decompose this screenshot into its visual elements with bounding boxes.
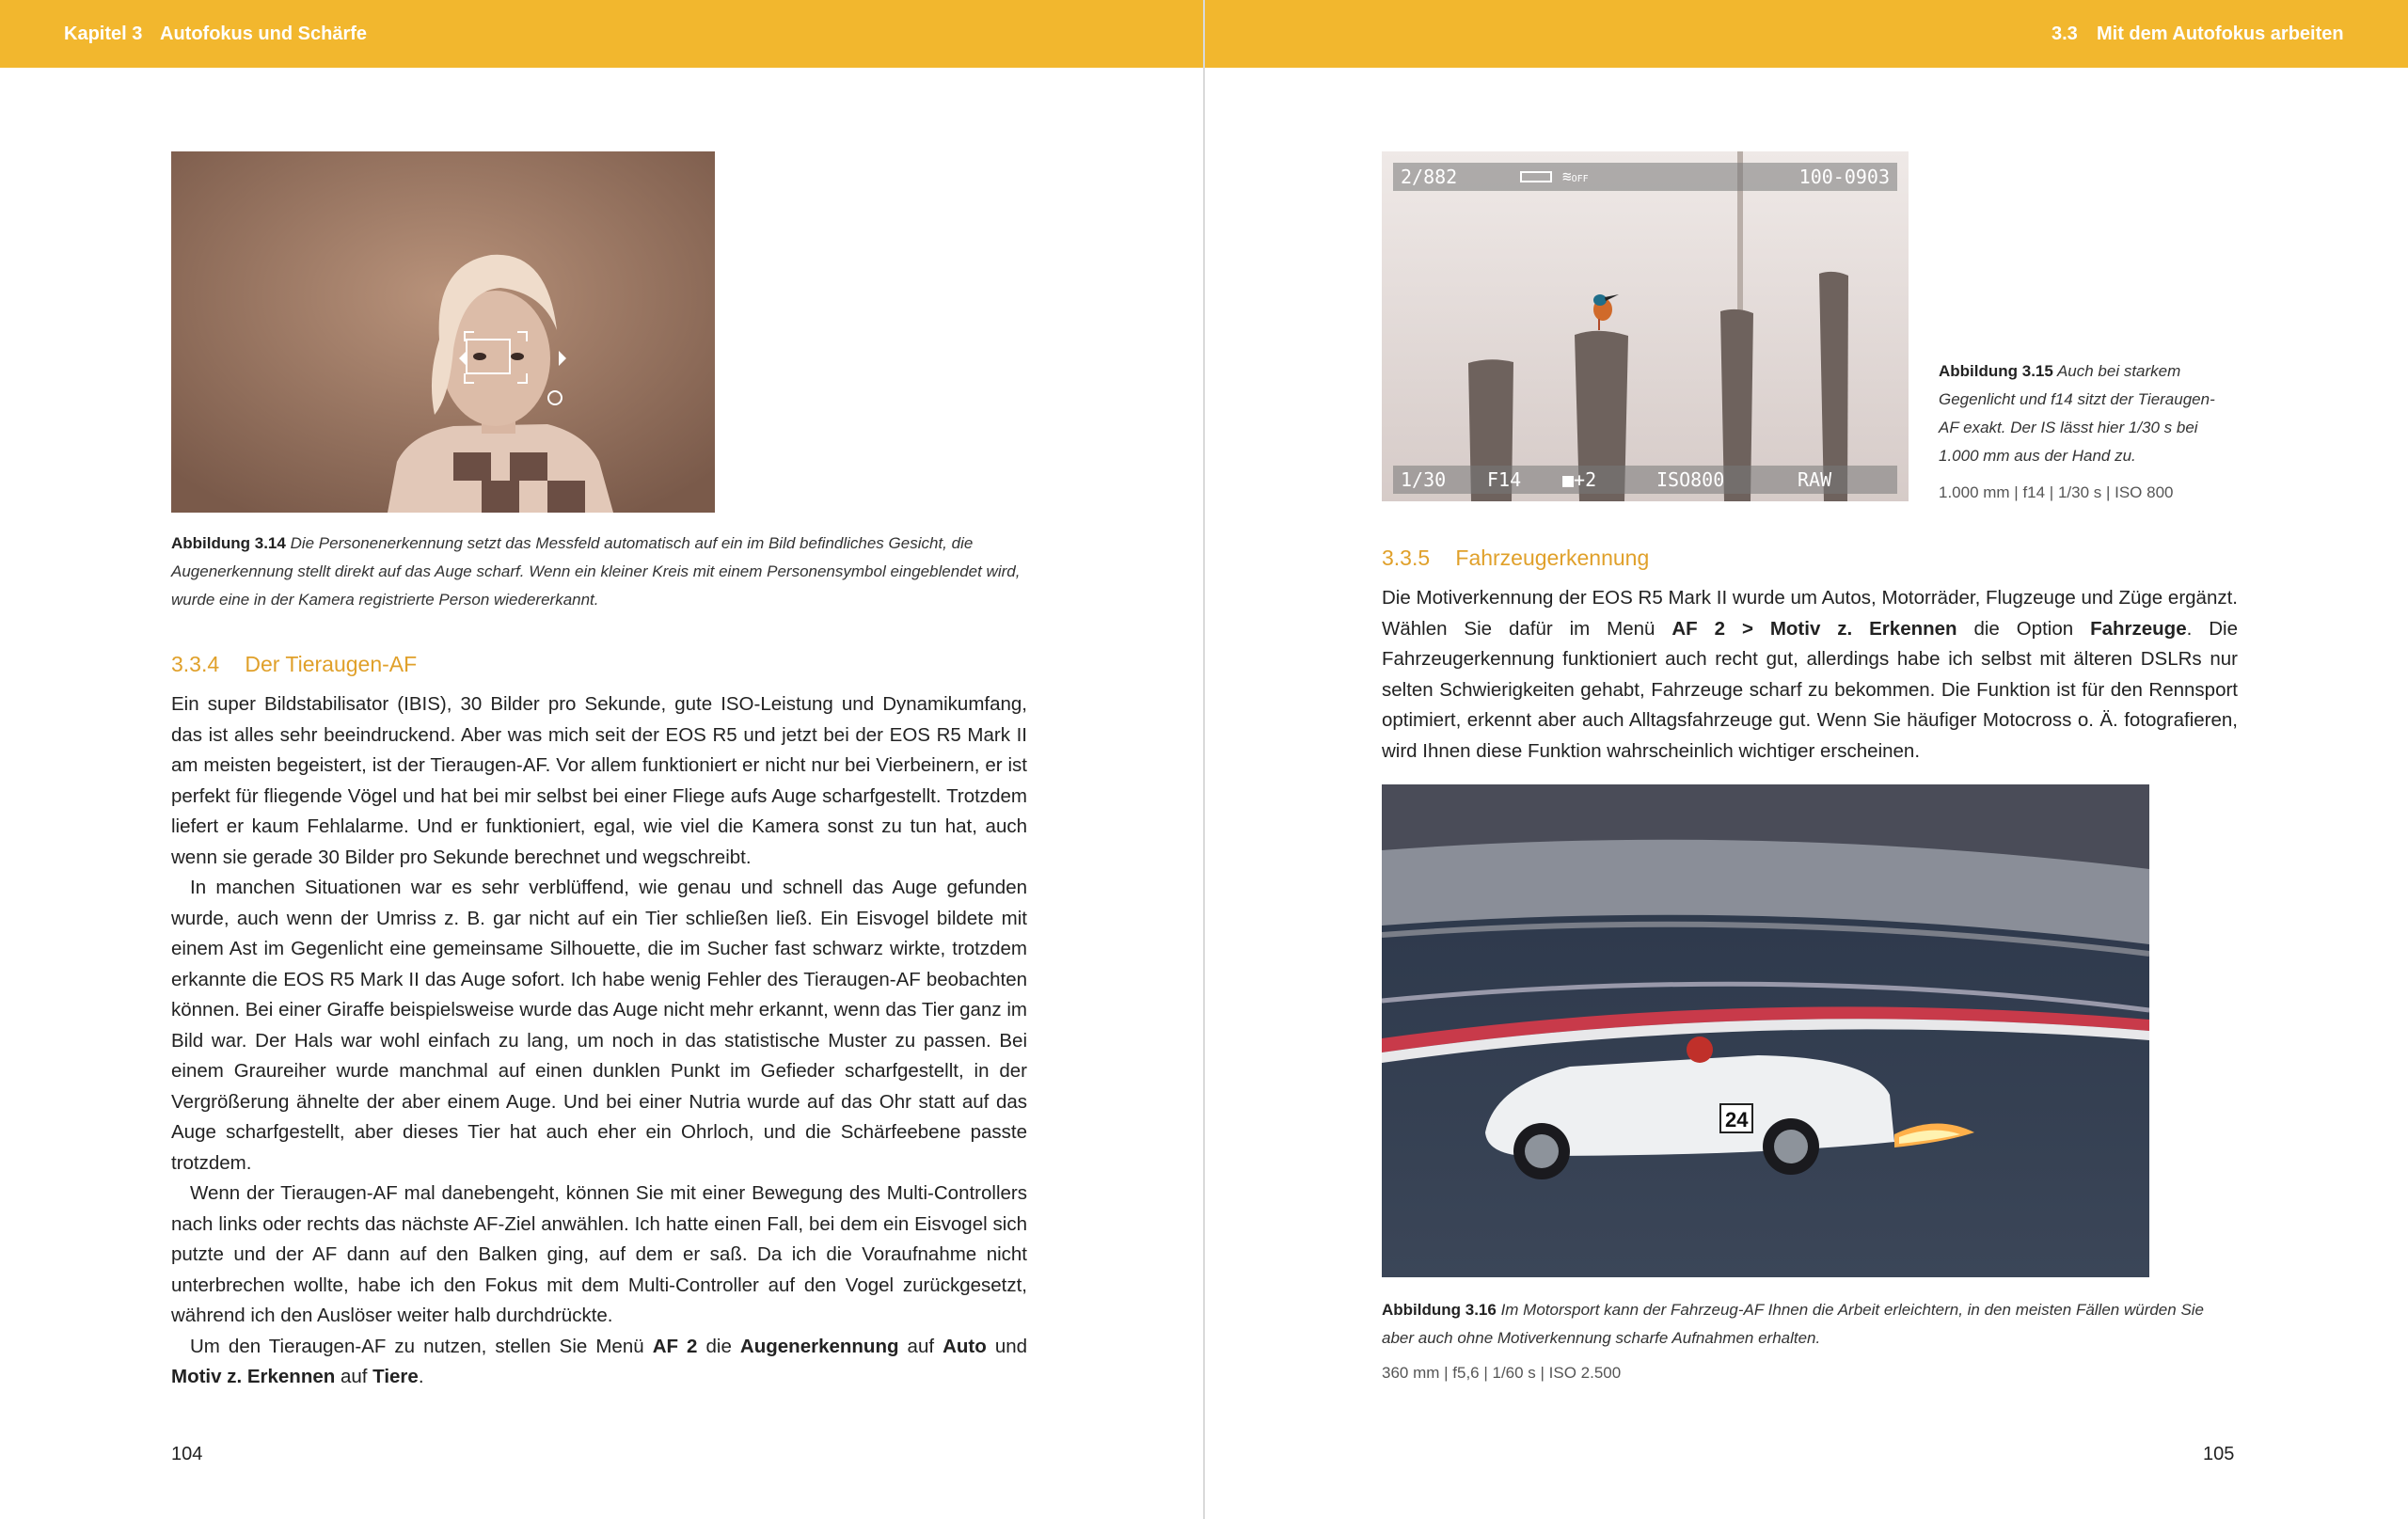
figure-3-16-exif: 360 mm | f5,6 | 1/60 s | ISO 2.500 — [1382, 1364, 1622, 1382]
text-run: auf — [335, 1366, 373, 1387]
figure-portrait-photo — [171, 151, 715, 513]
figure-3-15-exif: 1.000 mm | f14 | 1/30 s | ISO 800 — [1939, 483, 2174, 501]
text-run: die Option — [1956, 617, 2091, 640]
exposure-comp-value: +2 — [1574, 468, 1597, 491]
menu-ref: AF 2 > Motiv z. Erkennen — [1671, 617, 1957, 640]
text-run: Um den Tieraugen-AF zu nutzen, stellen Sie Menü — [190, 1335, 653, 1357]
body-text — [1382, 583, 2238, 767]
figure-label: Abbildung 3.14 — [171, 534, 286, 552]
format-raw: RAW — [1798, 468, 1832, 491]
iso-value: ISO800 — [1656, 468, 1725, 491]
menu-ref: Motiv z. Erkennen — [171, 1366, 336, 1387]
menu-ref: Tiere — [372, 1366, 419, 1387]
section-title: Fahrzeugerkennung — [1455, 546, 1650, 570]
text-run: auf — [898, 1335, 943, 1357]
race-car-photo-image — [1382, 784, 2149, 1277]
section-heading — [171, 652, 417, 677]
caption-text: Auch bei starkem Gegenlicht und f14 sitzt der Tieraugen-AF exakt. Der IS lässt hier 1/30 s bei 1.000 mm aus der Hand zu. — [1939, 362, 2215, 465]
menu-ref: Auto — [943, 1335, 987, 1357]
aperture: F14 — [1487, 468, 1522, 491]
page-number: 104 — [171, 1444, 203, 1464]
figure-3-15-caption — [1939, 357, 2235, 470]
wifi-icon: ≋OFF — [1562, 167, 1589, 185]
menu-ref: Fahrzeuge — [2090, 617, 2187, 640]
section-heading — [1382, 546, 1649, 571]
text-run: Die Motiverkennung der EOS R5 Mark II wurde um Autos, Motorräder, Flugzeuge und Züge ergänzt. Wählen Sie dafür im Menü — [1382, 587, 2238, 640]
section-header — [1205, 0, 2408, 68]
iso-number: 800 — [1690, 468, 1725, 491]
figure-label: Abbildung 3.15 — [1939, 362, 2053, 380]
page-number: 105 — [2203, 1444, 2235, 1464]
text-run: . — [418, 1366, 424, 1387]
paragraph — [171, 1332, 1027, 1393]
battery-icon — [1520, 171, 1552, 182]
text-run: und — [986, 1335, 1028, 1357]
header-section-title: Mit dem Autofokus arbeiten — [2097, 24, 2344, 44]
chapter-title: Autofokus und Schärfe — [160, 24, 368, 44]
car-number: 24 — [1725, 1108, 1749, 1131]
menu-ref: AF 2 — [652, 1335, 698, 1357]
paragraph: Ein super Bildstabilisator (IBIS), 30 Bilder pro Sekunde, gute ISO-Leistung und Dynamikumfang, das ist alles sehr beeindruckend. Aber was mich seit der EOS R5 und jetzt bei der EOS R5 Mark II am meisten begeistert, ist der Tieraugen-AF. Vor allem funktioniert er nicht nur bei Vierbeinern, er ist perfekt für fliegende Vögel und hat bei mir selbst bei einer Fliege aufs Auge scharfgestellt. Trotzdem liefert er kaum Fehlalarme. Und er funktioniert, egal, wie viel die Kamera sonst zu tun hat, auch wenn sie gerade 30 Bilder pro Sekunde berechnet und wegschreibt. — [171, 693, 1027, 868]
caption-text: Im Motorsport kann der Fahrzeug-AF Ihnen die Arbeit erleichtern, in den meisten Fällen würden Sie aber auch ohne Motiverkennung scharfe Aufnahmen erhalten. — [1382, 1301, 2205, 1347]
kingfisher-photo-image — [1382, 151, 1909, 501]
chapter-number: Kapitel 3 — [64, 24, 143, 44]
right-page — [1205, 0, 2408, 1519]
exposure-comp-icon: ■+2 — [1562, 468, 1597, 491]
text-run: die — [697, 1335, 740, 1357]
paragraph: Wenn der Tieraugen-AF mal danebengeht, können Sie mit einer Bewegung des Multi-Controllers nach links oder rechts das nächste AF-Ziel anwählen. Ich hatte einen Fall, bei dem ein Eisvogel sich putzte und der AF dann auf den Balken ging, auf dem er saß. Da ich die Voraufnahme nicht unterbrechen wollte, habe ich den Fokus mit dem Multi-Controller auf den Vogel zurückgesetzt, während ich den Auslöser weiter halb durchdrückte. — [171, 1182, 1027, 1326]
section-title: Der Tieraugen-AF — [245, 652, 418, 676]
menu-ref: Augenerkennung — [739, 1335, 899, 1357]
section-number: 3.3.4 — [171, 652, 220, 676]
portrait-photo-image — [171, 151, 715, 513]
left-page — [0, 0, 1203, 1519]
text-run: . Die Fahrzeugerkennung funktioniert auch recht gut, allerdings habe ich selbst mit älteren DSLRs nur selten Schwierigkeiten gehabt, Fahrzeuge scharf zu bekommen. Die Funktion ist für den Rennsport optimiert, erkennt aber auch Alltagsfahrzeuge gut. Wenn Sie häufiger Motocross o. Ä. fotografieren, wird Ihnen diese Funktion wahrscheinlich wichtiger erscheinen. — [1382, 617, 2238, 762]
section-number: 3.3.5 — [1382, 546, 1431, 570]
header-section-number: 3.3 — [2052, 24, 2078, 44]
figure-race-car-photo — [1382, 784, 2149, 1277]
figure-label: Abbildung 3.16 — [1382, 1301, 1497, 1319]
paragraph: In manchen Situationen war es sehr verblüffend, wie genau und schnell das Auge gefunden wurde, auch wenn der Umriss z. B. gar nicht auf ein Tier schließen ließ. Ein Eisvogel bildete mit einem Ast im Gegenlicht eine gemeinsame Silhouette, die im Sucher fast schwarz wirkte, trotzdem erkannte die EOS R5 Mark II das Auge sofort. Ich habe wenig Fehler des Tieraugen-AF beobachten können. Bei einer Giraffe beispielsweise wurde das Auge nicht mehr erkannt, wenn das Tier ganz im Bild war. Der Hals war wohl einfach zu lang, um noch in das statistische Muster zu passen. Bei einem Graureiher wurde manchmal auf einen dunklen Punkt im Gefieder scharfgestellt, in der Vergrößerung ähnelte der aber einem Auge. Und bei einer Nutria wurde auf das Ohr statt auf das Auge scharfgestellt, aber dieses Tier hat auch eher ein Ohrloch, und die Schärfeebene passte trotzdem. — [171, 877, 1027, 1174]
body-text — [171, 689, 1027, 1393]
frame-counter: 2/882 — [1401, 166, 1458, 188]
figure-3-16-caption — [1382, 1296, 2238, 1353]
shutter-speed: 1/30 — [1401, 468, 1447, 491]
wifi-label: OFF — [1571, 174, 1589, 184]
camera-status-bar-top — [1393, 163, 1897, 191]
figure-3-14-caption — [171, 530, 1027, 614]
camera-status-bar-bottom — [1393, 466, 1897, 494]
figure-kingfisher-display — [1382, 151, 1909, 501]
folder-number: 100-0903 — [1798, 166, 1890, 188]
chapter-header — [0, 0, 1203, 68]
paragraph — [1382, 583, 2238, 767]
caption-text: Die Personenerkennung setzt das Messfeld automatisch auf ein im Bild befindliches Gesicht, die Augenerkennung stellt direkt auf das Auge scharf. Wenn ein kleiner Kreis mit einem Personensymbol eingeblendet wird, wurde eine in der Kamera registrierte Person wiedererkannt. — [171, 534, 1021, 609]
